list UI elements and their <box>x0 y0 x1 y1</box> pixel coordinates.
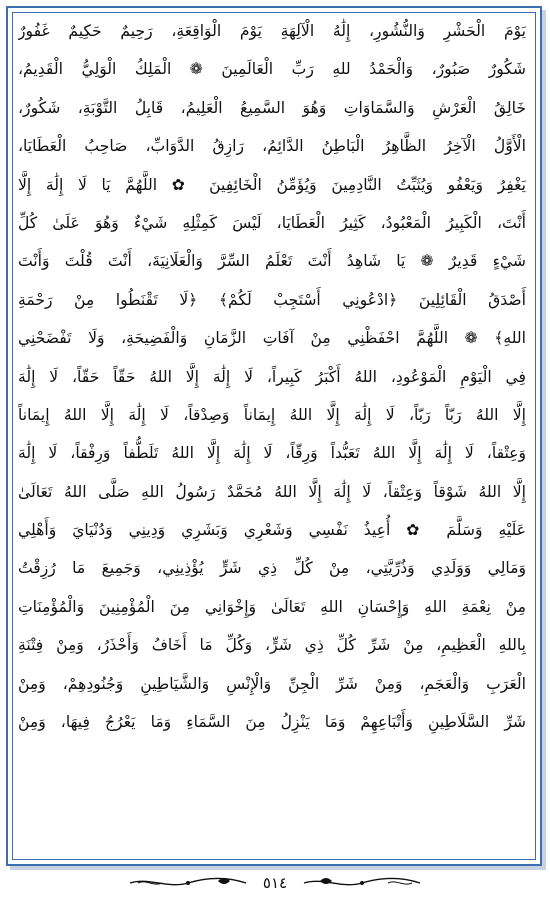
prayer-text-block <box>18 12 526 858</box>
text-line: شَكُورٌ صَبُورٌ، وَالْحَمْدُ للهِ رَبِّ الْعَالَمِينَ ❁ الْمَلِكُ الْوَلِيُّ الْقَدِيمُ، <box>18 60 526 79</box>
text-line: الْأَوَّلُ الْآخِرُ الظَّاهِرُ الْبَاطِنُ الدَّائِمُ، رَازِقُ الدَّوَابِّ، صَاحِبُ الْعَطَايَا، <box>18 137 526 156</box>
text-line: مِنْ نِعْمَةِ اللهِ وَإِحْسَانِ اللهِ تَعَالَىٰ وَإِخْوَانِي مِنَ الْمُؤْمِنِينَ وَالْمُؤْمِنَاتِ <box>18 597 526 616</box>
text-line: إِلَّا اللهُ شَوْقاً وَعِتْقاً، لَا إِلَٰهَ إِلَّا اللهُ مُحَمَّدٌ رَسُولُ اللهِ صَلَّى اللهُ تَعَالَىٰ <box>18 482 526 501</box>
page-footer <box>0 872 550 896</box>
text-line: يَوْمَ الْحَشْرِ وَالنُّشُورِ، إِلَٰهُ الْآلِهَةِ يَوْمَ الْوَاقِعَةِ، رَحِيمٌ حَكِيمٌ غَفُورٌ <box>18 22 526 40</box>
text-line: بِاللهِ الْعَظِيمِ، مِنْ شَرِّ كُلِّ ذِي شَرٍّ، وَكُلِّ مَا أَخَافُ وَأَحْذَرُ، وَمِنْ فِتْنَةِ <box>18 636 526 655</box>
text-line: شَيْءٍ قَدِيرٌ ❁ يَا شَاهِدُ أَنْتَ تَعْلَمُ السِّرَّ وَالْعَلَانِيَةَ، أَنْتَ قُلْتَ وَأَنْتَ <box>18 252 526 271</box>
ornament-right-icon <box>302 875 422 891</box>
page-number: ٥١٤ <box>262 873 288 892</box>
text-line: عَلَيْهِ وَسَلَّمَ ✿ أُعِيذُ نَفْسِي وَشَعْرِي وَبَشَرِي وَدِينِي وَدُنْيَايَ وَأَهْلِي <box>18 521 526 540</box>
text-line: وَعِتْقاً، لَا إِلَٰهَ إِلَّا اللهُ تَعَبُّداً وَرِقّاً، لَا إِلَٰهَ إِلَّا اللهُ تَلَطُّفاً وَرِفْقاً، لَا إِلَٰهَ <box>18 444 526 463</box>
text-line: يَغْفِرُ وَيَعْفُو وَيُثَبِّتُ النَّادِمِينَ وَيُؤَمِّنُ الْخَائِفِينَ ✿ اللَّهُمَّ يَا لَا إِلَٰهَ إِلَّا <box>18 175 526 194</box>
text-line: شَرِّ السَّلَاطِينِ وَأَتْبَاعِهِمْ وَمَا يَنْزِلُ مِنَ السَّمَاءِ وَمَا يَعْرُجُ فِيهَا، وَمِنْ <box>18 713 526 732</box>
text-line: وَمَالِي وَوَلَدِي وَذُرِّيَّتِي، مِنْ كُلِّ ذِي شَرٍّ يُؤْذِينِي، وَجَمِيعَ مَا رُزِقْتُ <box>18 559 526 578</box>
text-line: أَصْدَقُ الْقَائِلِينَ ﴿ادْعُونِي أَسْتَجِبْ لَكُمْ﴾ ﴿لَا تَقْنَطُوا مِنْ رَحْمَةِ <box>18 290 526 309</box>
text-line: اللهِ﴾ ❁ اللَّهُمَّ احْفَظْنِي مِنْ آفَاتِ الزَّمَانِ وَالْفَضِيحَةِ، وَلَا تَفْضَحْنِي <box>18 329 526 348</box>
text-line: فِي الْيَوْمِ الْمَوْعُودِ، اللهُ أَكْبَرُ كَبِيراً، لَا إِلَٰهَ إِلَّا اللهُ حَقّاً حَقّاً، لَا إِلَٰهَ <box>18 367 526 386</box>
text-line: خَالِقُ الْعَرْشِ وَالسَّمَاوَاتِ وَهُوَ السَّمِيعُ الْعَلِيمُ، قَابِلُ التَّوْبَةِ، شَكُورٌ، <box>18 98 526 117</box>
text-line: الْعَرَبِ وَالْعَجَمِ، وَمِنْ شَرِّ الْجِنِّ وَالْإِنْسِ وَالشَّيَاطِينِ وَجُنُودِهِمْ، وَمِنْ <box>18 674 526 693</box>
text-line: إِلَّا اللهُ رَبّاً رَبّاً، لَا إِلَٰهَ إِلَّا اللهُ إِيمَاناً وَصِدْقاً، لَا إِلَٰهَ إِلَّا اللهُ إِيمَاناً <box>18 405 526 424</box>
ornament-left-icon <box>128 875 248 891</box>
text-line: أَنْتَ، الْكَبِيرُ الْمَعْبُودُ، كَثِيرُ الْعَطَايَا، لَيْسَ كَمِثْلِهِ شَيْءٌ وَهُوَ عَلَىٰ كُلِّ <box>18 213 526 232</box>
